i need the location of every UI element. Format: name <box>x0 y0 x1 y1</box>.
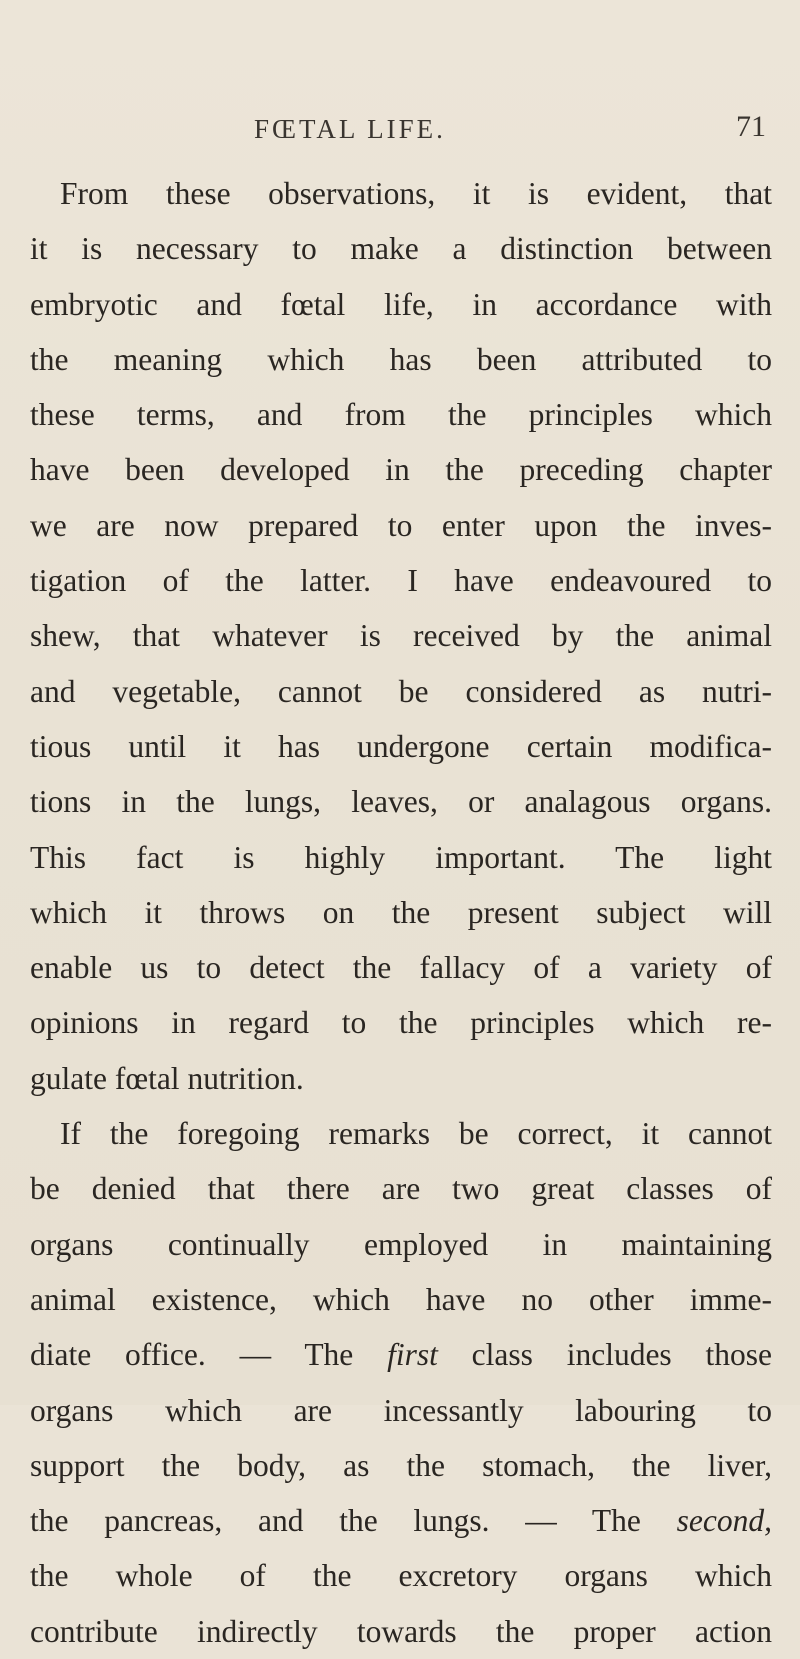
text-line: we are now prepared to enter upon the inves- <box>30 507 772 543</box>
text-line: organs continually employed in maintaining <box>30 1226 772 1262</box>
text-run: class includes those <box>437 1337 772 1373</box>
text-run: the pancreas, and the lungs. — The <box>30 1503 677 1539</box>
text-line: animal existence, which have no other imme- <box>30 1281 772 1317</box>
text-line: tigation of the latter. I have endeavoured to <box>30 563 772 599</box>
text-line: From these observations, it is evident, that <box>60 176 772 211</box>
text-line: contribute indirectly towards the proper action <box>30 1613 772 1649</box>
text-line: support the body, as the stomach, the liver, <box>30 1447 772 1483</box>
text-line: tious until it has undergone certain modifica- <box>30 728 772 764</box>
page-header <box>0 110 800 154</box>
text-line: the whole of the excretory organs which <box>30 1558 772 1594</box>
text-line: shew, that whatever is received by the animal <box>30 618 772 654</box>
text-line: embryotic and fœtal life, in accordance with <box>30 286 772 322</box>
text-line: these terms, and from the principles which <box>30 397 772 433</box>
text-line: which it throws on the present subject will <box>30 894 772 930</box>
running-head: FŒTAL LIFE. <box>254 114 446 144</box>
body-text <box>30 166 772 1659</box>
text-line: If the foregoing remarks be correct, it cannot <box>60 1116 772 1152</box>
text-line: tions in the lungs, leaves, or analagous organs. <box>30 784 772 820</box>
text-line: the meaning which has been attributed to <box>30 341 772 377</box>
text-line: and vegetable, cannot be considered as nutri- <box>30 673 772 709</box>
emphasis-second: second, <box>676 1503 772 1539</box>
text-line <box>30 1493 772 1548</box>
text-line: be denied that there are two great classes of <box>30 1171 772 1207</box>
text-line: This fact is highly important. The light <box>30 839 772 875</box>
text-line: have been developed in the preceding chapter <box>30 452 772 488</box>
text-line: opinions in regard to the principles which re- <box>30 1005 772 1041</box>
text-run: diate office. — The <box>30 1337 388 1373</box>
text-line: gulate fœtal nutrition. <box>30 1060 304 1096</box>
text-line: it is necessary to make a distinction between <box>30 231 772 267</box>
text-line: organs which are incessantly labouring to <box>30 1392 772 1428</box>
text-line: enable us to detect the fallacy of a variety of <box>30 950 772 986</box>
emphasis-first: first <box>387 1337 438 1373</box>
text-line <box>30 1327 772 1382</box>
page-number: 71 <box>736 110 766 143</box>
